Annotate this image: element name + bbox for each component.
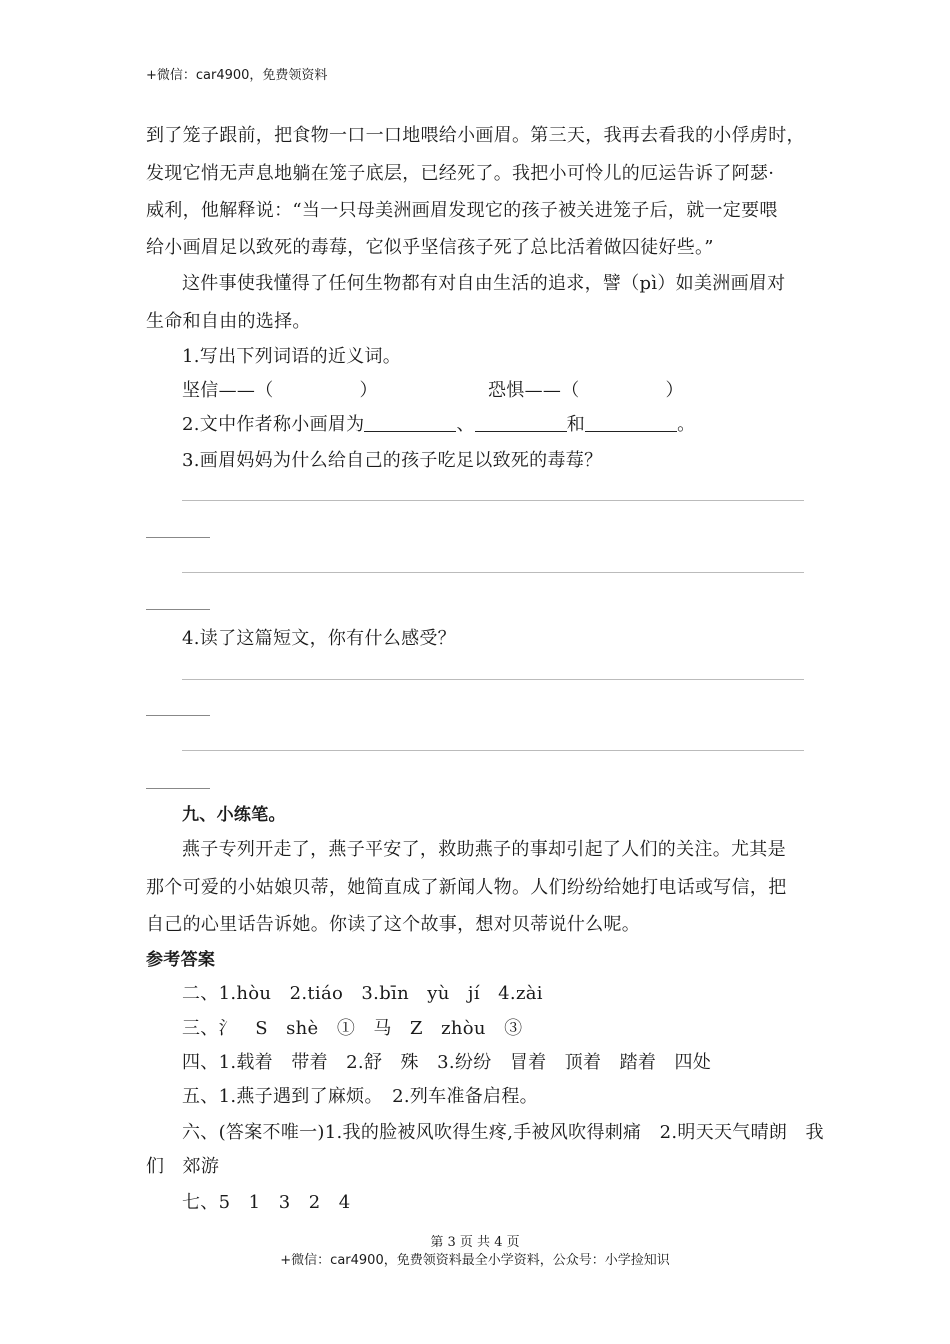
question-2 — [182, 413, 695, 437]
answer-line-short[interactable] — [146, 788, 210, 789]
section-9-line-3: 自己的心里话告诉她。你读了这个故事，想对贝蒂说什么呢。 — [146, 914, 641, 935]
answer-line-short[interactable] — [146, 715, 210, 716]
section-9-line-1: 燕子专列开走了，燕子平安了，救助燕子的事却引起了人们的关注。尤其是 — [182, 839, 786, 860]
answer-6-line-1: 六、(答案不唯一)1.我的脸被风吹得生疼,手被风吹得刺痛 2.明天天气晴朗 我 — [182, 1122, 824, 1143]
answer-6-line-2: 们 郊游 — [146, 1156, 220, 1177]
question-2-sep: 、 — [456, 414, 475, 435]
answer-line[interactable] — [182, 750, 804, 751]
answer-4: 四、1.载着 带着 2.舒 殊 3.纷纷 冒着 顶着 踏着 四处 — [182, 1052, 712, 1073]
answer-5: 五、1.燕子遇到了麻烦。 2.列车准备启程。 — [182, 1086, 538, 1107]
section-9-title: 九、小练笔。 — [182, 805, 286, 825]
answer-line[interactable] — [182, 679, 804, 680]
page-header: +微信：car4900，免费领资料 — [146, 68, 328, 83]
answer-line[interactable] — [182, 572, 804, 573]
question-2-end: 。 — [677, 414, 696, 435]
answer-line-short[interactable] — [146, 537, 210, 538]
answer-blank-2[interactable] — [475, 413, 567, 432]
passage-line-3: 威利，他解释说：“当一只母美洲画眉发现它的孩子被关进笼子后，就一定要喂 — [146, 200, 778, 221]
passage-line-5: 这件事使我懂得了任何生物都有对自由生活的追求，譬（pì）如美洲画眉对 — [182, 273, 786, 294]
section-9-line-2: 那个可爱的小姑娘贝蒂，她简直成了新闻人物。人们纷纷给她打电话或写信，把 — [146, 877, 787, 898]
question-1-row-b — [488, 379, 684, 403]
question-1-row — [182, 379, 378, 403]
answer-7: 七、5 1 3 2 4 — [182, 1192, 351, 1213]
synonym-close-1: ） — [359, 380, 378, 401]
answer-blank-3[interactable] — [585, 413, 677, 432]
answer-3: 三、氵 S shè ① 马 Z zhòu ③ — [182, 1018, 523, 1039]
question-1: 1.写出下列词语的近义词。 — [182, 346, 402, 367]
passage-line-1: 到了笼子跟前，把食物一口一口地喂给小画眉。第三天，我再去看我的小俘虏时， — [146, 125, 805, 146]
answer-line-short[interactable] — [146, 609, 210, 610]
synonym-word-2: 恐惧——（ — [488, 380, 580, 401]
passage-line-6: 生命和自由的选择。 — [146, 311, 311, 332]
answers-title: 参考答案 — [146, 950, 216, 970]
footer-note: +微信：car4900，免费领资料最全小学资料，公众号：小学捡知识 — [280, 1253, 670, 1268]
passage-line-2: 发现它悄无声息地躺在笼子底层，已经死了。我把小可怜儿的厄运告诉了阿瑟· — [146, 163, 775, 184]
question-4: 4.读了这篇短文，你有什么感受？ — [182, 628, 456, 649]
question-2-and: 和 — [566, 414, 586, 435]
answer-line[interactable] — [182, 500, 804, 501]
synonym-close-2: ） — [665, 380, 684, 401]
answer-blank-1[interactable] — [364, 413, 456, 432]
page-number: 第 3 页 共 4 页 — [430, 1235, 520, 1250]
synonym-word-1: 坚信——（ — [182, 380, 274, 401]
question-2-text: 2.文中作者称小画眉为 — [182, 414, 365, 435]
question-3: 3.画眉妈妈为什么给自己的孩子吃足以致死的毒莓？ — [182, 450, 603, 471]
answer-2: 二、1.hòu 2.tiáo 3.bīn yù jí 4.zài — [182, 983, 543, 1004]
passage-line-4: 给小画眉足以致死的毒莓，它似乎坚信孩子死了总比活着做囚徒好些。” — [146, 237, 714, 258]
